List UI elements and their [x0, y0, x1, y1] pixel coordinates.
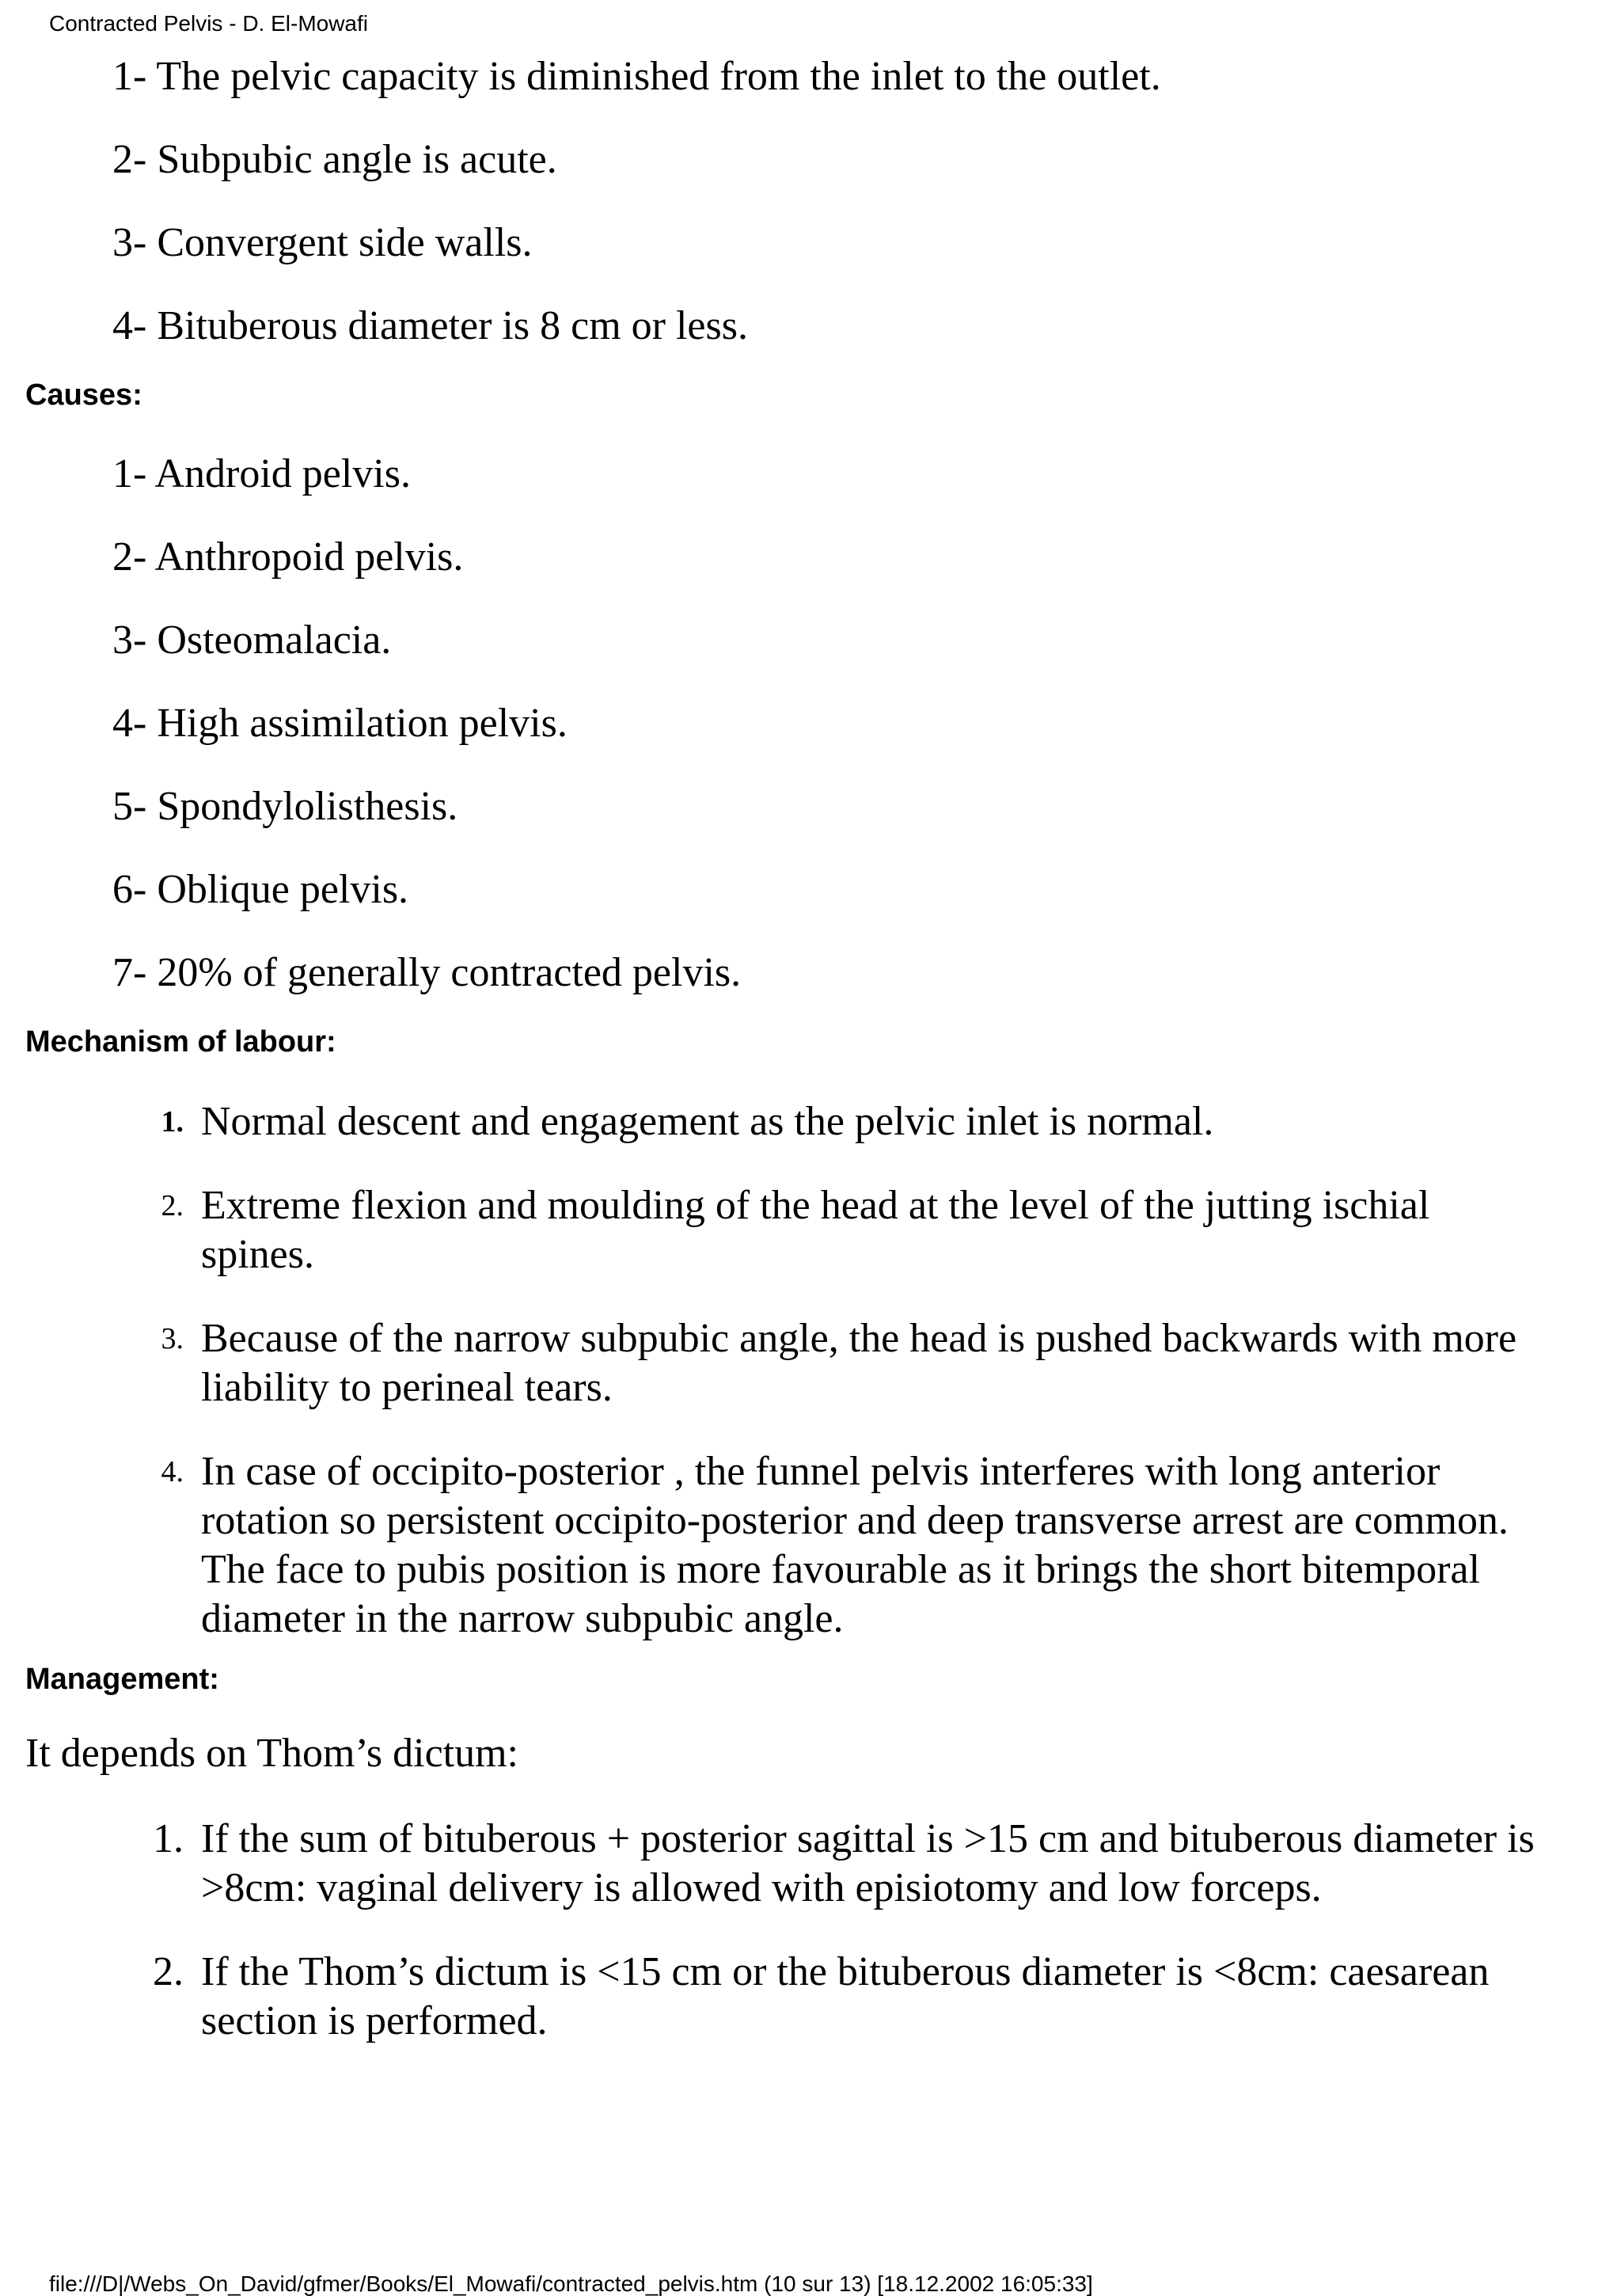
list-item — [111, 1181, 1536, 1279]
cause-item: 7- 20% of generally contracted pelvis. — [112, 950, 742, 995]
list-text: If the sum of bituberous + posterior sagittal is >15 cm and bituberous diameter is >8cm: vaginal delivery is allowed with episiotomy and low forceps. — [201, 1816, 1535, 1910]
cause-item: 1- Android pelvis. — [112, 451, 411, 496]
page-header-title: Contracted Pelvis - D. El-Mowafi — [49, 11, 369, 36]
list-number: 1. — [161, 1105, 184, 1138]
management-list — [111, 1815, 1536, 2081]
list-number: 3. — [161, 1322, 184, 1355]
list-item — [111, 1815, 1536, 1913]
list-text: In case of occipito-posterior , the funnel pelvis interferes with long anterior rotation so persistent occipito-posterior and deep transverse arrest are common. The face to pubis position is more favourable as it brings the short bitemporal diameter in the narrow subpubic angle. — [201, 1449, 1509, 1641]
list-text: Extreme flexion and moulding of the head at the level of the jutting ischial spines. — [201, 1183, 1430, 1277]
list-text: Normal descent and engagement as the pelvic inlet is normal. — [201, 1099, 1214, 1144]
feature-item: 1- The pelvic capacity is diminished from the inlet to the outlet. — [112, 54, 1161, 99]
list-text: If the Thom’s dictum is <15 cm or the bituberous diameter is <8cm: caesarean section is performed. — [201, 1949, 1490, 2043]
list-number: 2. — [153, 1949, 184, 1994]
list-number: 4. — [161, 1455, 184, 1488]
list-item — [111, 1314, 1536, 1412]
list-text: Because of the narrow subpubic angle, the head is pushed backwards with more liability to perineal tears. — [201, 1316, 1517, 1410]
cause-item: 2- Anthropoid pelvis. — [112, 534, 464, 580]
cause-item: 3- Osteomalacia. — [112, 618, 392, 663]
causes-heading: Causes: — [25, 378, 142, 412]
cause-item: 6- Oblique pelvis. — [112, 867, 409, 912]
feature-item: 4- Bituberous diameter is 8 cm or less. — [112, 303, 748, 348]
cause-item: 5- Spondylolisthesis. — [112, 784, 458, 829]
list-number: 1. — [153, 1816, 184, 1861]
list-number: 2. — [161, 1189, 184, 1222]
management-heading: Management: — [25, 1663, 219, 1696]
page-footer-path: file:///D|/Webs_On_David/gfmer/Books/El_Mowafi/contracted_pelvis.htm (10 sur 13) [18.12.2002 16:05:33] — [49, 2271, 1093, 2296]
mechanism-list — [111, 1097, 1536, 1678]
feature-item: 2- Subpubic angle is acute. — [112, 137, 557, 182]
mechanism-heading: Mechanism of labour: — [25, 1025, 336, 1059]
list-item — [111, 1948, 1536, 2046]
cause-item: 4- High assimilation pelvis. — [112, 701, 568, 746]
management-intro: It depends on Thom’s dictum: — [25, 1731, 518, 1776]
list-item — [111, 1097, 1536, 1146]
list-item — [111, 1447, 1536, 1644]
feature-item: 3- Convergent side walls. — [112, 220, 533, 265]
